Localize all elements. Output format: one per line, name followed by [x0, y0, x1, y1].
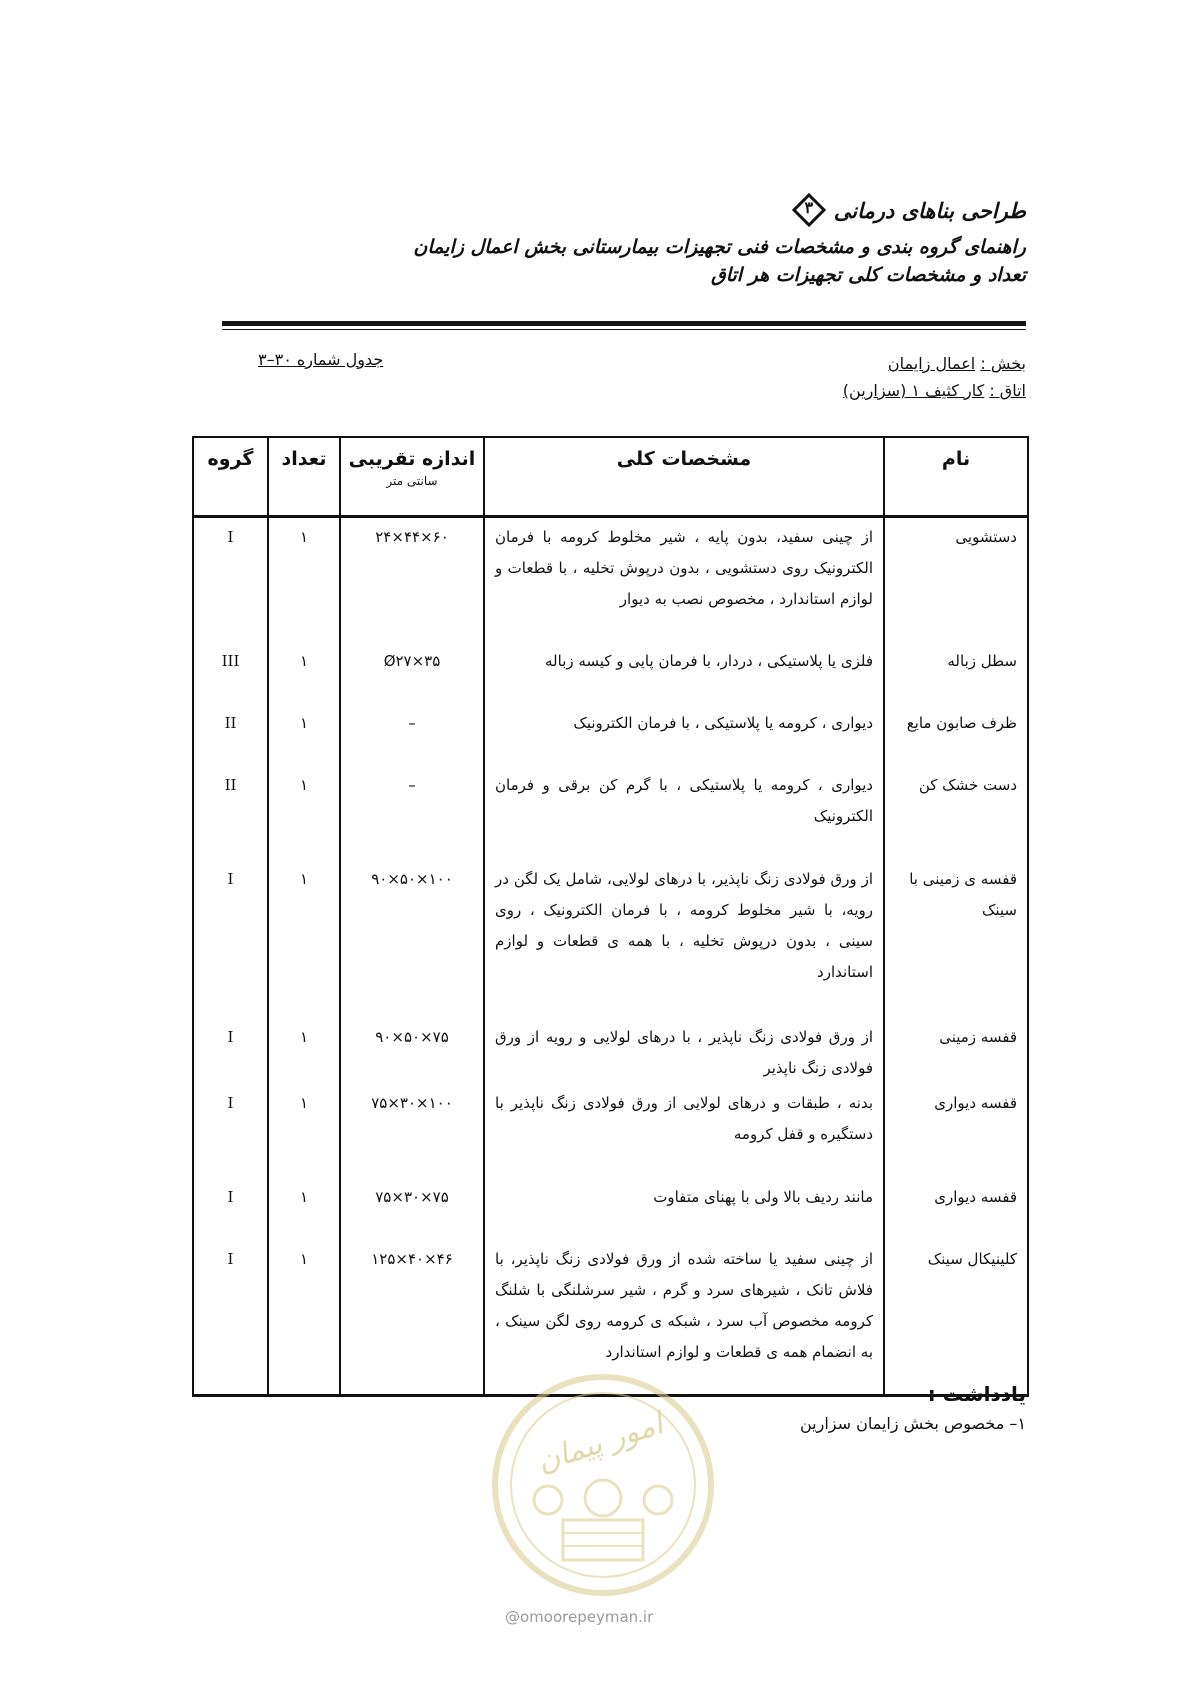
cell-group: II: [193, 766, 268, 860]
cell-group: I: [193, 860, 268, 1018]
cell-spec: دیواری ، کرومه یا پلاستیکی ، با گرم کن برقی و فرمان الکترونیک: [484, 766, 884, 860]
cell-count: ۱: [268, 860, 340, 1018]
room-label: اتاق :: [989, 381, 1026, 400]
note-item: ۱– مخصوص بخش زایمان سزارین: [799, 1414, 1026, 1433]
cell-spec: از ورق فولادی زنگ ناپذیر، با درهای لولایی، شامل یک لگن در رویه، با شیر مخلوط کرومه ، با فرمان الکترونیک ، روی سینی ، بدون درپوش تخلیه ، با همه ی قطعات و لوازم استاندارد: [484, 860, 884, 1018]
header-size-unit: سانتی متر: [386, 474, 438, 488]
cell-size: ۷۵×۵۰×۹۰: [340, 1018, 484, 1084]
cell-name: کلینیکال سینک: [884, 1240, 1028, 1396]
room-value: کار کثیف ۱ (سزارین): [842, 381, 985, 400]
cell-name: قفسه دیواری: [884, 1178, 1028, 1240]
table-row: [193, 1178, 1028, 1240]
cell-spec: بدنه ، طبقات و درهای لولایی از ورق فولادی زنگ ناپذیر با دستگیره و قفل کرومه: [484, 1084, 884, 1178]
watermark-logo-icon: [488, 1370, 718, 1600]
header-divider-thin: [222, 329, 1026, 330]
section-line: [843, 350, 1026, 377]
cell-spec: دیواری ، کرومه یا پلاستیکی ، با فرمان الکترونیک: [484, 704, 884, 766]
document-header: [206, 190, 1026, 286]
table-header-row: [193, 437, 1028, 517]
cell-count: ۱: [268, 1084, 340, 1178]
cell-group: I: [193, 1240, 268, 1396]
cell-size: ۷۵×۳۰×۷۵: [340, 1178, 484, 1240]
cell-group: I: [193, 517, 268, 642]
cell-spec: مانند ردیف بالا ولی با پهنای متفاوت: [484, 1178, 884, 1240]
header-subtitle-2: تعداد و مشخصات کلی تجهیزات هر اتاق: [710, 264, 1026, 286]
header-divider-thick: [222, 321, 1026, 326]
watermark-url: @omoorepeyman.ir: [505, 1608, 654, 1626]
table-row: [193, 517, 1028, 642]
table-row: [193, 1018, 1028, 1084]
table-row: [193, 704, 1028, 766]
cell-count: ۱: [268, 766, 340, 860]
cell-spec: فلزی یا پلاستیکی ، دردار، با فرمان پایی و کیسه زباله: [484, 642, 884, 704]
cell-group: I: [193, 1178, 268, 1240]
cell-name: دستشویی: [884, 517, 1028, 642]
header-title-row: [206, 190, 1026, 230]
cell-group: I: [193, 1084, 268, 1178]
equipment-table: [192, 436, 1029, 1397]
cell-size: ۱۰۰×۳۰×۷۵: [340, 1084, 484, 1178]
table-row: [193, 642, 1028, 704]
table-row: [193, 860, 1028, 1018]
room-line: [843, 377, 1026, 404]
cell-size: ۶۰×۴۴×۲۴: [340, 517, 484, 642]
cell-name: ظرف صابون مایع: [884, 704, 1028, 766]
cell-size: Ø۲۷×۳۵: [340, 642, 484, 704]
header-size: [340, 437, 484, 517]
header-title: طراحی بناهای درمانی: [833, 197, 1026, 223]
cell-size: ۱۰۰×۵۰×۹۰: [340, 860, 484, 1018]
table-row: [193, 766, 1028, 860]
header-subtitle: راهنمای گروه بندی و مشخصات فنی تجهیزات بیمارستانی بخش اعمال زایمان: [413, 236, 1026, 258]
cell-count: ۱: [268, 1240, 340, 1396]
cell-count: ۱: [268, 1018, 340, 1084]
cell-name: قفسه دیواری: [884, 1084, 1028, 1178]
section-value: اعمال زایمان: [887, 354, 976, 373]
cell-name: قفسه ی زمینی با سینک: [884, 860, 1028, 1018]
cell-size: –: [340, 766, 484, 860]
chapter-badge-number: ۳: [804, 198, 814, 217]
cell-count: ۱: [268, 704, 340, 766]
cell-size: ۴۶×۴۰×۱۲۵: [340, 1240, 484, 1396]
cell-group: I: [193, 1018, 268, 1084]
header-size-label: اندازه تقریبی: [348, 448, 476, 470]
header-name: نام: [884, 437, 1028, 517]
cell-spec: از چینی سفید یا ساخته شده از ورق فولادی زنگ ناپذیر، با فلاش تانک ، شیرهای سرد و گرم ، شیر سرشلنگی با شلنگ کرومه مخصوص آب سرد ، شبکه ی کرومه روی لگن سینک ، به انضمام همه ی قطعات و لوازم استاندارد: [484, 1240, 884, 1396]
cell-group: III: [193, 642, 268, 704]
notes-section: [800, 1382, 1026, 1433]
table-number: جدول شماره ۳۰–۳: [258, 350, 384, 369]
chapter-badge-icon: [792, 193, 826, 227]
section-label: بخش :: [980, 354, 1026, 373]
section-info: [843, 350, 1026, 404]
cell-name: سطل زباله: [884, 642, 1028, 704]
table-row: [193, 1084, 1028, 1178]
cell-count: ۱: [268, 642, 340, 704]
cell-spec: از ورق فولادی زنگ ناپذیر ، با درهای لولایی و رویه از ورق فولادی زنگ ناپذیر: [484, 1018, 884, 1084]
cell-size: –: [340, 704, 484, 766]
cell-count: ۱: [268, 1178, 340, 1240]
header-spec: مشخصات کلی: [484, 437, 884, 517]
header-group: گروه: [193, 437, 268, 517]
cell-name: دست خشک کن: [884, 766, 1028, 860]
cell-count: ۱: [268, 517, 340, 642]
cell-group: II: [193, 704, 268, 766]
cell-name: قفسه زمینی: [884, 1018, 1028, 1084]
svg-text:امور پیمان: امور پیمان: [532, 1406, 668, 1480]
cell-spec: از چینی سفید، بدون پایه ، شیر مخلوط کرومه با فرمان الکترونیک روی دستشویی ، بدون درپوش تخلیه ، با قطعات و لوازم استاندارد ، مخصوص نصب به دیوار: [484, 517, 884, 642]
notes-title: یادداشت :: [927, 1382, 1026, 1406]
header-count: تعداد: [268, 437, 340, 517]
